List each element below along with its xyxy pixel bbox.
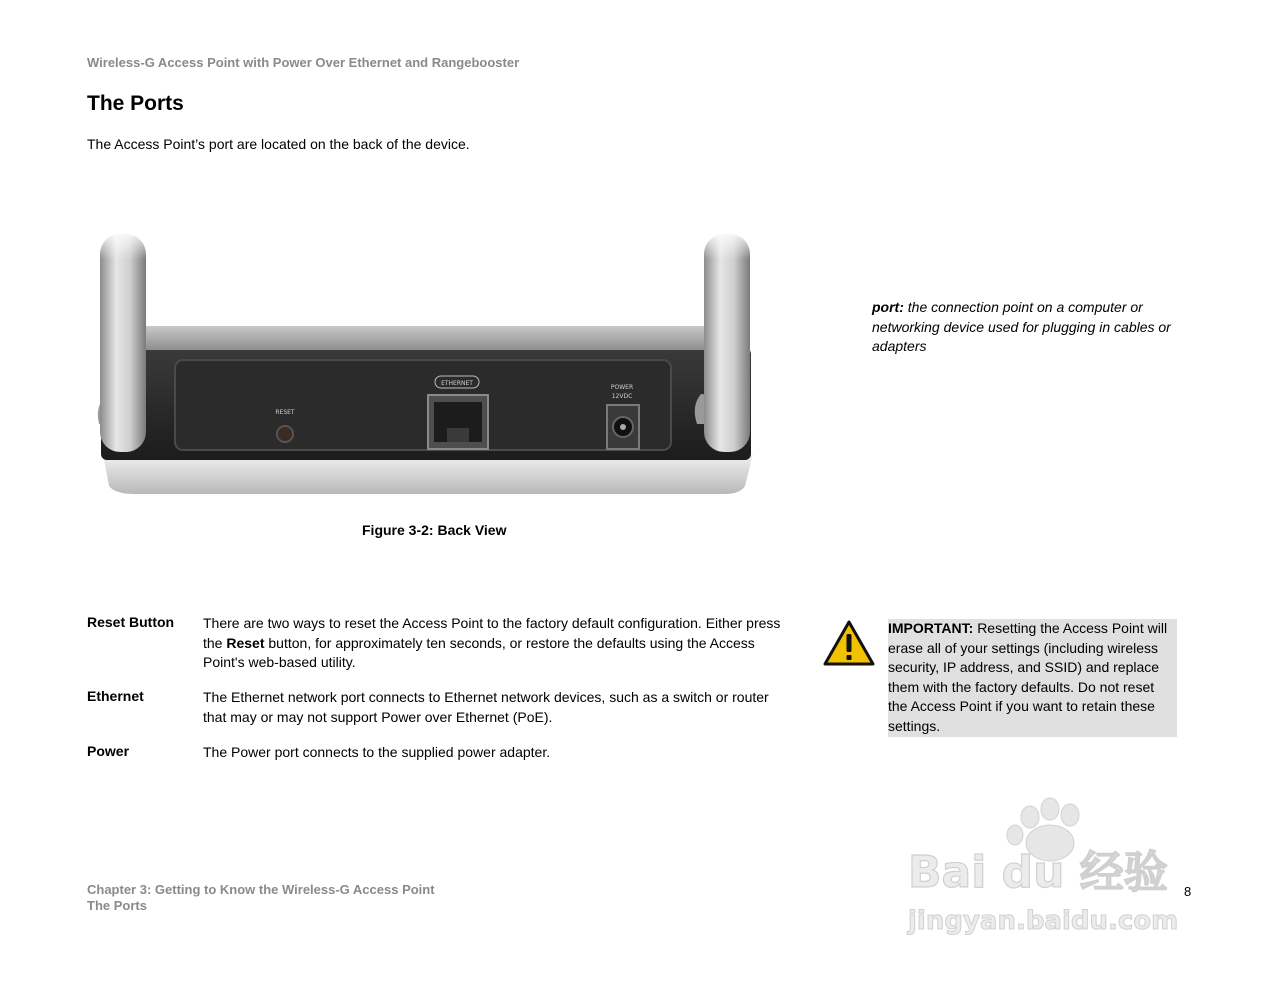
reset-button-hole <box>277 426 293 442</box>
port-desc-ethernet: The Ethernet network port connects to Ethernet network devices, such as a switch or router that may or may not support Power over Ethernet (PoE). <box>203 689 769 725</box>
reset-label: RESET <box>275 409 295 416</box>
right-antenna-fade <box>702 228 754 318</box>
port-term-power: Power <box>87 743 130 759</box>
important-callout <box>888 619 1177 737</box>
device-back-view-figure <box>95 228 760 500</box>
footer-section: The Ports <box>87 898 147 913</box>
power-port-pin <box>620 424 626 430</box>
running-header: Wireless-G Access Point with Power Over Ethernet and Rangebooster <box>87 55 520 70</box>
page-number: 8 <box>1184 884 1192 899</box>
port-desc-reset: There are two ways to reset the Access Point to the factory default configuration. Either press the Reset button, for approximately ten seconds, or restore the defaults using the Access Point's web-based utility. <box>203 615 781 670</box>
watermark-brand: Bai du 经验 <box>908 847 1168 898</box>
footer-chapter: Chapter 3: Getting to Know the Wireless-G Access Point <box>87 882 435 897</box>
left-antenna-fade <box>98 228 150 318</box>
device-top-lid <box>105 326 747 350</box>
rear-panel <box>175 360 671 450</box>
watermark-url: jingyan.baidu.com <box>908 906 1179 936</box>
device-back-view-illustration <box>95 228 760 500</box>
warning-triangle-icon <box>823 620 875 666</box>
power-rating-label: 12VDC <box>611 393 633 400</box>
definition-term: port: <box>872 299 904 315</box>
page-title: The Ports <box>87 92 184 115</box>
ethernet-port-tab <box>447 428 469 442</box>
intro-text: The Access Point’s port are located on the back of the device. <box>87 136 470 152</box>
important-text <box>888 619 1173 736</box>
port-term-ethernet: Ethernet <box>87 688 144 704</box>
important-label: IMPORTANT: <box>888 620 974 636</box>
port-term-reset: Reset Button <box>87 614 175 630</box>
port-desc-power: The Power port connects to the supplied power adapter. <box>203 744 551 760</box>
important-body: Resetting the Access Point will erase all of your settings (including wireless security, IP address, and SSID) and replace them with the factory defaults. Do not reset the Access Point if you want to retain these settings. <box>888 620 1168 734</box>
baidu-watermark-logo <box>900 795 1210 945</box>
figure-caption: Figure 3-2: Back View <box>362 522 507 538</box>
power-label: POWER <box>610 384 634 391</box>
ethernet-label: ETHERNET <box>441 380 473 387</box>
definition-text: the connection point on a computer or networking device used for plugging in cables or adapters <box>872 299 1171 354</box>
sidebar-definition <box>872 298 1172 357</box>
